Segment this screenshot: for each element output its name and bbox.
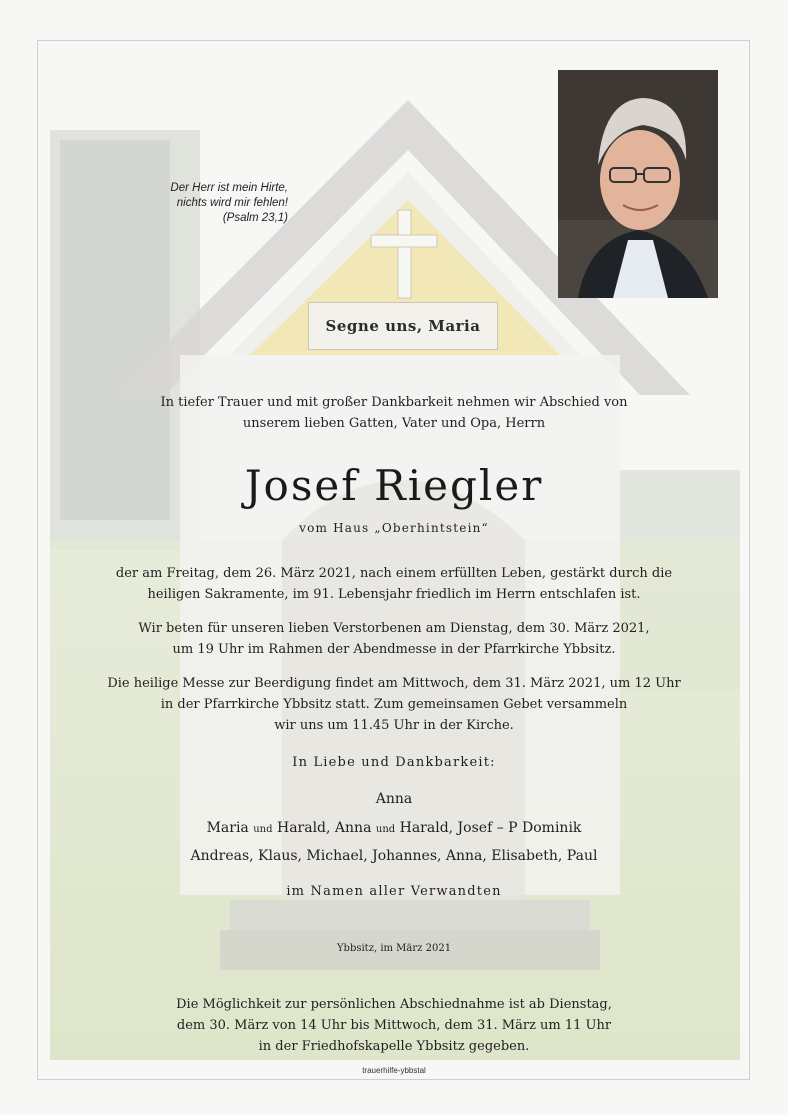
house-line: vom Haus „Oberhintstein“ [299,521,489,535]
mourner-children [0,818,788,840]
and-word: und [253,824,273,835]
child-name: Harald, Josef – P Dominik [399,820,582,836]
death-notice [0,563,788,605]
prayer-line: um 19 Uhr im Rahmen der Abendmesse in der Pfarrkirche Ybbsitz. [172,642,616,657]
intro-line: unserem lieben Gatten, Vater und Opa, Herrn [242,416,546,431]
death-notice-line: der am Freitag, dem 26. März 2021, nach einem erfüllten Leben, gestärkt durch die [115,566,673,581]
child-name: Harald, Anna [276,820,372,836]
death-notice-line: heiligen Sakramente, im 91. Lebensjahr friedlich im Herrn entschlafen ist. [147,587,641,602]
chapel-sign: Segne uns, Maria [308,302,498,350]
psalm-line: (Psalm 23,1) [222,212,288,224]
mourner-grandchildren: Andreas, Klaus, Michael, Johannes, Anna, Elisabeth, Paul [190,848,598,864]
farewell-line: in der Friedhofskapelle Ybbsitz gegeben. [258,1039,530,1054]
prayer-notice [0,618,788,660]
intro-text [0,392,788,434]
funeral-notice [0,673,788,736]
farewell-notice [0,994,788,1057]
gratitude-heading: In Liebe und Dankbarkeit: [292,755,496,770]
intro-line: In tiefer Trauer und mit großer Dankbarkeit nehmen wir Abschied von [160,395,628,410]
psalm-quote [128,181,288,226]
and-word: und [375,824,396,835]
child-name: Maria [206,820,249,836]
mourner-wife: Anna [375,791,413,807]
footer-credit: trauerhilfe-ybbstal [362,1066,426,1075]
portrait-photo-icon [558,70,718,298]
prayer-line: Wir beten für unseren lieben Verstorbenen am Dienstag, dem 30. März 2021, [138,621,650,636]
deceased-name: Josef Riegler [244,461,544,510]
psalm-line: nichts wird mir fehlen! [176,197,288,209]
funeral-line: Die heilige Messe zur Beerdigung findet am Mittwoch, dem 31. März 2021, um 12 Uhr [107,676,681,691]
farewell-line: dem 30. März von 14 Uhr bis Mittwoch, dem 31. März um 11 Uhr [176,1018,612,1033]
farewell-line: Die Möglichkeit zur persönlichen Abschiednahme ist ab Dienstag, [176,997,612,1012]
funeral-line: in der Pfarrkirche Ybbsitz statt. Zum gemeinsamen Gebet versammeln [160,697,628,712]
funeral-line: wir uns um 11.45 Uhr in der Kirche. [274,718,514,733]
place-date: Ybbsitz, im März 2021 [336,943,452,954]
house-name [0,518,788,539]
portrait-photo [558,70,718,298]
psalm-line: Der Herr ist mein Hirte, [170,182,288,194]
mourner-relatives: im Namen aller Verwandten [286,884,502,899]
